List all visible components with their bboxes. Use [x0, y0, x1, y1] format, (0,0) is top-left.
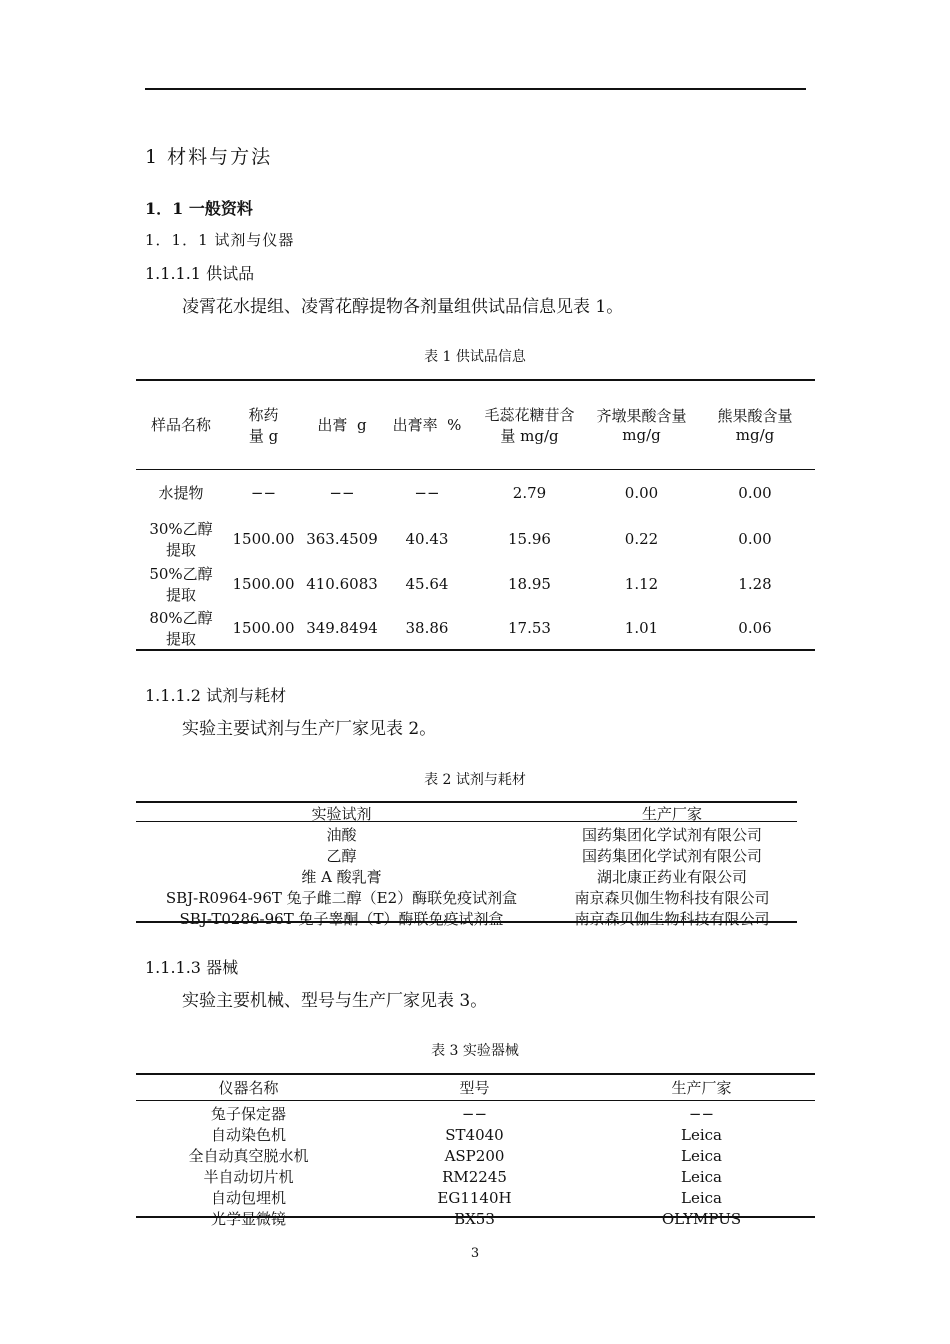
table1-cell: 1500.00: [232, 574, 295, 593]
table3-caption: 表 3 实验器械: [431, 1043, 519, 1059]
sub1-paragraph: 凌霄花水提组、凌霄花醇提物各剂量组供试品信息见表 1。: [182, 297, 624, 317]
table1-header-row: [136, 380, 815, 469]
subsection-heading: 1．1 一般资料: [145, 199, 253, 218]
table1-cell: 30%乙醇提取: [149, 519, 213, 559]
table3-cell: Leica: [681, 1125, 722, 1144]
table1-cell: 0.06: [738, 619, 772, 637]
table1: [136, 380, 815, 650]
table-row: [136, 1124, 815, 1145]
table2-cell: SBJ-R0964-96T 兔子雌二醇（E2）酶联免疫试剂盒: [165, 889, 518, 907]
table1-cell: 1500.00: [232, 529, 295, 548]
table3-cell: 全自动真空脱水机: [188, 1147, 309, 1165]
table1-cell: 80%乙醇提取: [149, 609, 213, 648]
table2-cell: 维 A 酸乳膏: [301, 868, 382, 886]
table-row: [136, 887, 797, 908]
table1-cell: 1.01: [624, 619, 659, 637]
table1-cell: −−: [414, 483, 440, 502]
table-row: [136, 1208, 815, 1229]
table1-header-cell: 出膏率 %: [392, 416, 462, 434]
table3-cell: RM2245: [442, 1167, 507, 1186]
header-rule: [145, 88, 806, 90]
table1-cell: 15.96: [508, 529, 551, 548]
table3-cell: EG1140H: [437, 1188, 512, 1207]
table-row: [136, 1145, 815, 1166]
table2-header-row: [136, 803, 797, 824]
table1-cell: 45.64: [405, 574, 449, 593]
table2-cell: 乙醇: [326, 847, 357, 865]
table1-header-cell: 齐墩果酸含量 mg/g: [596, 407, 687, 444]
table3-header-row: [136, 1075, 815, 1100]
table2-cell: 国药集团化学试剂有限公司: [581, 826, 762, 844]
table3-cell: BX53: [454, 1209, 495, 1228]
table1-cell: 水提物: [158, 484, 204, 502]
table2-cell: 油酸: [326, 826, 357, 844]
table1-cell: 17.53: [508, 619, 551, 637]
table3-cell: 自动染色机: [210, 1126, 286, 1144]
table2-cell: 国药集团化学试剂有限公司: [581, 847, 762, 865]
table2-cell: 南京森贝伽生物科技有限公司: [574, 910, 770, 928]
table2-cell: 湖北康正药业有限公司: [596, 868, 747, 886]
table1-caption: 表 1 供试品信息: [424, 349, 526, 365]
sub3-paragraph: 实验主要机械、型号与生产厂家见表 3。: [182, 991, 488, 1011]
table1-header-cell: 样品名称: [150, 416, 211, 434]
table-row: [136, 1187, 815, 1208]
table2: [136, 803, 797, 929]
table3-cell: 半自动切片机: [203, 1168, 294, 1186]
table1-cell: 410.6083: [306, 574, 378, 593]
table3-cell: Leica: [681, 1188, 722, 1207]
table3-header-cell: 仪器名称: [218, 1079, 279, 1097]
table1-cell: 0.22: [624, 529, 659, 548]
sub2-heading: 1.1.1.2 试剂与耗材: [145, 686, 287, 705]
table3-cell: 兔子保定器: [210, 1105, 286, 1123]
table3-cell: 光学显微镜: [210, 1210, 286, 1228]
table1-cell: 0.00: [738, 483, 772, 502]
table3-cell: ST4040: [445, 1125, 504, 1144]
table1-cell: 40.43: [405, 529, 449, 548]
table-row: [136, 516, 815, 561]
table3-cell: Leica: [681, 1167, 722, 1186]
table1-cell: 18.95: [508, 574, 551, 593]
table1-cell: 50%乙醇提取: [149, 564, 213, 604]
table-row: [136, 1166, 815, 1187]
table-row: [136, 824, 797, 845]
table2-cell: 南京森贝伽生物科技有限公司: [574, 889, 770, 907]
table1-cell: 38.86: [405, 619, 449, 637]
table2-header-cell: 生产厂家: [641, 805, 702, 823]
table3-cell: ASP200: [444, 1146, 505, 1165]
table3-header-cell: 型号: [459, 1079, 490, 1097]
table3-cell: Leica: [681, 1146, 722, 1165]
table1-cell: 1.12: [624, 574, 659, 593]
section-heading: 1 材料与方法: [145, 146, 273, 168]
table-row: [136, 845, 797, 866]
sub3-heading: 1.1.1.3 器械: [145, 958, 239, 977]
subsubsection-heading: 1．1．1 试剂与仪器: [145, 231, 295, 249]
table1-cell: 0.00: [624, 483, 659, 502]
sub1-heading: 1.1.1.1 供试品: [145, 264, 255, 283]
table1-header-cell: 熊果酸含量 mg/g: [717, 407, 793, 444]
table2-header-cell: 实验试剂: [311, 805, 372, 823]
table2-cell: SBJ-T0286-96T 兔子睾酮（T）酶联免疫试剂盒: [179, 910, 504, 928]
table1-cell: 349.8494: [306, 619, 378, 637]
table3: [136, 1075, 815, 1229]
table1-cell: 1.28: [738, 574, 772, 593]
table1-cell: −−: [329, 483, 355, 502]
table1-header-cell: 出膏 g: [317, 416, 367, 434]
table-row: [136, 1100, 815, 1124]
table3-cell: 自动包埋机: [210, 1189, 286, 1207]
table3-cell: −−: [688, 1104, 715, 1123]
table-row: [136, 908, 797, 929]
table1-cell: 363.4509: [306, 529, 378, 548]
table1-header-cell: 毛蕊花糖苷含量 mg/g: [484, 405, 575, 445]
table1-cell: 2.79: [512, 483, 547, 502]
table-row: [136, 561, 815, 606]
table2-caption: 表 2 试剂与耗材: [424, 772, 526, 788]
table1-header-cell: 称药量 g: [248, 405, 279, 445]
table1-cell: 0.00: [738, 529, 772, 548]
sub2-paragraph: 实验主要试剂与生产厂家见表 2。: [182, 719, 437, 739]
table1-cell: −−: [250, 483, 277, 502]
table3-cell: −−: [461, 1104, 488, 1123]
page-number: 3: [470, 1246, 480, 1261]
table3-header-cell: 生产厂家: [671, 1079, 732, 1097]
table1-cell: 1500.00: [232, 619, 295, 637]
table-row: [136, 469, 815, 516]
table-row: [136, 866, 797, 887]
table-row: [136, 606, 815, 650]
table3-cell: OLYMPUS: [661, 1209, 742, 1228]
